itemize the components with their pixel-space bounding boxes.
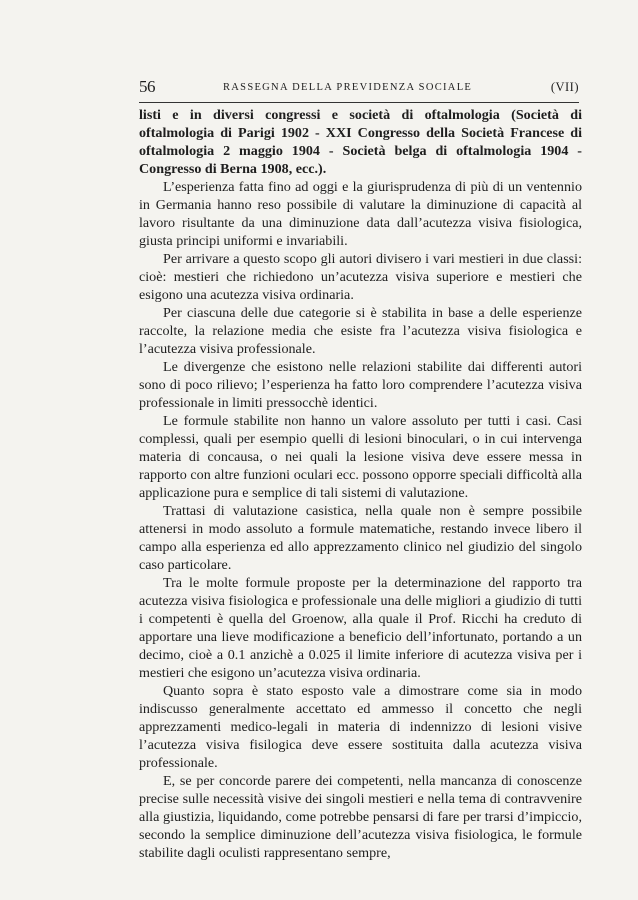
paragraph-3: Per arrivare a questo scopo gli autori divisero i vari mestieri in due classi: cioè: mestieri che richiedono un’acutezza visiva superiore e mestieri che esigono una acutezza visiva ordinaria. [139,251,582,303]
paragraph-6: Le formule stabilite non hanno un valore assoluto per tutti i casi. Casi complessi, quali per esempio quelli di lesioni binoculari, o in cui intervenga materia di concausa, o nei quali la lesione visiva deve essere messa in rapporto con altre funzioni oculari ecc. possono opporre speciali difficoltà alla applicazione pura e semplice di tali sistemi di valutazione. [139,413,582,501]
paragraph-2: L’esperienza fatta fino ad oggi e la giurisprudenza di più di un ventennio in Germania hanno reso possibile di valutare la diminuzione di capacità al lavoro risultante da una diminuzione data dall’acutezza visiva fisiologica, giusta principi uniformi e invariabili. [139,179,582,249]
paragraph-8: Tra le molte formule proposte per la determinazione del rapporto tra acutezza visiva fisiologica e professionale una delle migliori a giudizio di tutti i competenti è quella del Groenow, alla quale il Prof. Ricchi ha creduto di apportare una lieve modificazione a beneficio dell’infortunato, portando a un decimo, cioè a 0.1 anzichè a 0.025 il limite inferiore di acutezza visiva per i mestieri che esigono un’acutezza visiva ordinaria. [139,575,582,681]
chapter-number: (VII) [550,80,579,94]
body-text [139,106,582,862]
paragraph-9: Quanto sopra è stato esposto vale a dimostrare come sia in modo indiscusso generalmente accettato ed ammesso il concetto che negli apprezzamenti medico-legali in materia di indennizzo di lesioni visive l’acutezza visiva fisilogica deve essere sostituita dalla acutezza visiva professionale. [139,683,582,771]
running-title: RASSEGNA DELLA PREVIDENZA SOCIALE [223,82,473,93]
page-number: 56 [139,77,155,96]
paragraph-1: listi e in diversi congressi e società di oftalmologia (Società di oftalmologia di Parigi 1902 - XXI Congresso della Società Francese di oftalmologia 2 maggio 1904 - Società belga di oftalmologia 1904 - Congresso di Berna 1908, ecc.). [139,107,582,177]
page-header [139,76,579,103]
paragraph-5: Le divergenze che esistono nelle relazioni stabilite dai differenti autori sono di poco rilievo; l’esperienza ha fatto loro comprendere l’acutezza visiva professionale in limiti pressocchè identici. [139,359,582,411]
paragraph-10: E, se per concorde parere dei competenti, nella mancanza di conoscenze precise sulle necessità visive dei singoli mestieri e nella tema di contravvenire alla giustizia, liquidando, come potrebbe pensarsi di fare per trarsi d’impiccio, secondo la semplice diminuzione dell’acutezza visiva fisiologica, le formule stabilite dagli oculisti rappresentano sempre, [139,773,582,861]
paragraph-7: Trattasi di valutazione casistica, nella quale non è sempre possibile attenersi in modo assoluto a formule matematiche, restando invece libero il campo alla esperienza ed allo apprezzamento clinico nel giudizio del singolo caso particolare. [139,503,582,573]
paragraph-4: Per ciascuna delle due categorie si è stabilita in base a delle esperienze raccolte, la relazione media che esiste fra l’acutezza visiva fisiologica e l’acutezza visiva professionale. [139,305,582,357]
